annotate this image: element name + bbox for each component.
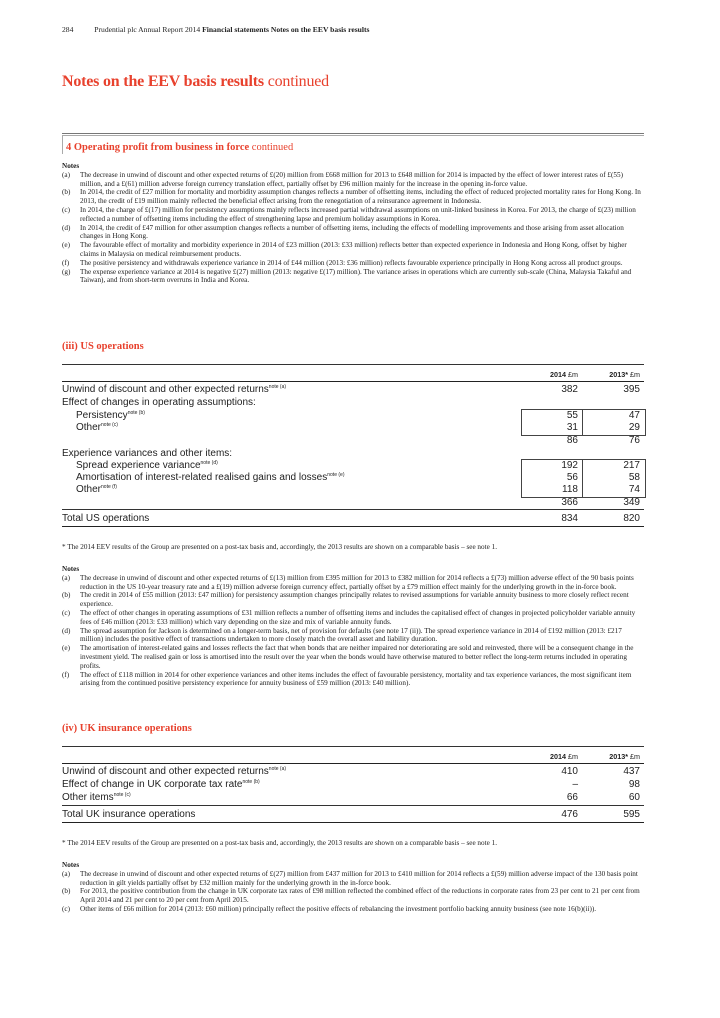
note-item: (f) The positive persistency and withdrawals experience variance in 2014 of £44 million (2013: £36 million) reflects favourable experience principally in Hong Kong across all product groups. <box>62 258 623 267</box>
note-item: (b) The credit in 2014 of £55 million (2013: £47 million) for persistency assumption changes principally relates to revised assumptions for variable annuity business to more closely reflect recent experience. <box>62 591 629 609</box>
col-header-2014: 2014 £m <box>550 370 578 379</box>
page-header <box>62 25 370 34</box>
col-header-2013: 2013* £m <box>609 370 640 379</box>
note-item: (d) In 2014, the credit of £47 million for other assumption changes reflects a number of offsetting items, including the effects of modelling improvements and those arising from asset allocation changes in Hong Kong. <box>62 223 624 241</box>
note-item: (a) The decrease in unwind of discount and other expected returns of £(20) million from £668 million for 2013 to £648 million for 2014 is impacted by the effect of lower interest rates of £(55) million, and a £(61) million adverse foreign currency translation effect, partially offset by £96 million mainly for the increase in the opening in-force value. <box>62 170 623 188</box>
uk-table <box>62 744 644 824</box>
table-row: Other$^{note (c)}$ 31 29 <box>76 422 640 433</box>
page-title <box>62 73 329 91</box>
section-heading-suffix: continued <box>249 142 294 153</box>
report-name: Prudential plc Annual Report 2014 <box>94 25 201 34</box>
section-heading <box>66 142 293 153</box>
page-number: 284 <box>62 25 74 34</box>
page-title-main: Notes on the EEV basis results <box>62 73 264 90</box>
table-rule <box>62 526 644 527</box>
note-item: (g) The expense experience variance at 2014 is negative £(27) million (2013: negative £(17) million). The variance arises in operations which are currently sub-scale (China, Malaysia Takaful and Taiwan), and from short-term overruns in India and Korea. <box>62 267 632 285</box>
note-item: (c) The effect of other changes in operating assumptions of £31 million reflects a number of offsetting items and includes the capitalised effect of changes in projected policyholder variable annuity fees of £46 million (2013: £33 million) which vary depending on the size and mix of variable annuity funds. <box>62 608 636 626</box>
table-row: Spread experience variance$^{note (d)}$ 192 217 <box>76 460 640 471</box>
table-rule <box>62 805 644 806</box>
us-notes: Notes (a) The decrease in unwind of discount and other expected returns of £(13) million from £395 million for 2013 to £382 million for 2014 reflects a £(73) million adverse effect of the 90 basis points reduction in the US 10-year treasury rate and a £(19) million adverse foreign currency effect, partially offset by a £79 million effect mainly for the underlying growth in the in-force book. (b) The credit in 2014 of £55 million (2013: £47 million) for persistency assumption changes principally relates to revised assumptions for variable annuity business to more closely reflect recent experience. (c) The effect of other changes in operating assumptions of £31 million reflects a number of offsetting items and includes the capitalised effect of changes in projected policyholder variable annuity fees of £46 million (2013: £33 million) which vary depending on the size and mix of variable annuity funds. (d) The spread assumption for Jackson is determined on a longer-term basis, net of provision for defaults (see note 17 (ii)). The spread experience variance in 2014 of £192 million (2013: £217 million) includes the positive effect of transactions undertaken to more closely match the overall asset and liability duration. (e) The amortisation of interest-related gains and losses reflects the fact that when bonds that are neither impaired nor deteriorating are sold and reinvested, there will be a consequent change in the investment yield. The realised gain or loss is amortised into the result over the year when the bonds would have otherwise matured to better reflect the long-term returns included in operating profits. (f) The effect of £118 million in 2014 for other experience variances and other items includes the effect of favourable persistency, mortality and tax experience variances, the most significant item arising from the continued positive persistency experience for annuity business of £59 million (2013: £40 million). <box>62 565 644 688</box>
table-rule <box>62 763 644 764</box>
note-item: (e) The amortisation of interest-related gains and losses reflects the fact that when bonds that are neither impaired nor deteriorating are sold and reinvested, there will be a consequent change in the investment yield. The realised gain or loss is amortised into the result over the year when the bonds would have otherwise matured to better reflect the long-term returns included in operating profits. <box>62 644 634 670</box>
note-item: (a) The decrease in unwind of discount and other expected returns of £(27) million from £437 million for 2013 to £410 million for 2014 reflects a £(59) million adverse impact of the 130 basis point reduction in gilt yields partially offset by £32 million mainly for the underlying growth in the in-force book. <box>62 869 638 887</box>
uk-heading: (iv) UK insurance operations <box>62 723 192 734</box>
table-rule <box>62 509 644 510</box>
note-item: (b) For 2013, the positive contribution from the change in UK corporate tax rates of £98 million reflected the combined effect of the reductions in corporate rates from 23 per cent to 21 per cent from April 2014 and 21 per cent to 20 per cent from April 2015. <box>62 887 640 905</box>
notes-heading: Notes <box>62 162 80 170</box>
table-row: 366 349 <box>561 497 640 508</box>
table-row: Experience variances and other items: <box>62 448 233 459</box>
col-header-2014: 2014 £m <box>550 752 578 761</box>
us-footnote: * The 2014 EEV results of the Group are presented on a post-tax basis and, accordingly, the 2013 results are shown on a comparable basis – see note 1. <box>62 543 497 551</box>
note-item: (c) In 2014, the charge of £(17) million for persistency assumptions mainly reflects increased partial withdrawal assumptions on unit-linked business in Korea. For 2013, the charge of £(23) million reflected a number of offsetting items including the effect of strengthening lapse and premium holiday assumptions in Korea. <box>62 205 636 223</box>
table-row: Effect of change in UK corporate tax rate$^{note (b)}$ – 98 <box>62 779 640 790</box>
table-row: Unwind of discount and other expected returns$^{note (a)}$ 410 437 <box>62 766 640 777</box>
note-item: (a) The decrease in unwind of discount and other expected returns of £(13) million from £395 million for 2013 to £382 million for 2014 reflects a £(73) million adverse effect of the 90 basis points reduction in the US 10-year treasury rate and a £(19) million adverse foreign currency effect, partially offset by a £79 million effect mainly for the underlying growth in the in-force book. <box>62 573 634 591</box>
section-heading-main: 4 Operating profit from business in force <box>66 142 250 153</box>
table-row: Other$^{note (f)}$ 118 74 <box>76 484 640 495</box>
table-rule <box>62 746 644 747</box>
uk-notes: Notes (a) The decrease in unwind of discount and other expected returns of £(27) million from £437 million for 2013 to £410 million for 2014 reflects a £(59) million adverse impact of the 130 basis point reduction in gilt yields partially offset by £32 million mainly for the underlying growth in the in-force book. (b) For 2013, the positive contribution from the change in UK corporate tax rates of £98 million reflected the combined effect of the reductions in corporate rates from 23 per cent to 21 per cent from April 2014 and 21 per cent to 20 per cent from April 2015. (c) Other items of £66 million for 2014 (2013: £60 million) principally reflect the positive effects of rebalancing the investment portfolio backing annuity business (see note 16(b)(ii)). <box>62 861 644 914</box>
table-row: Unwind of discount and other expected returns$^{note (a)}$ 382 395 <box>62 384 640 395</box>
table-rule <box>62 822 644 823</box>
table-row: Persistency$^{note (b)}$ 55 47 <box>76 410 640 421</box>
note-item: (d) The spread assumption for Jackson is determined on a longer-term basis, net of provision for defaults (see note 17 (ii)). The spread experience variance in 2014 of £192 million (2013: £217 million) includes the positive effect of transactions undertaken to more closely match the overall asset and liability duration. <box>62 626 622 644</box>
note-item: (c) Other items of £66 million for 2014 (2013: £60 million) principally reflect the positive effects of rebalancing the investment portfolio backing annuity business (see note 16(b)(ii)). <box>62 904 597 913</box>
note-item: (f) The effect of £118 million in 2014 for other experience variances and other items includes the effect of favourable persistency, mortality and tax experience variances, the most significant item arising from the continued positive persistency experience for annuity business of £59 million (2013: £40 million). <box>62 670 632 688</box>
table-rule <box>62 364 644 365</box>
divider <box>62 133 644 134</box>
note-item: (e) The favourable effect of mortality and morbidity experience in 2014 of £23 million (2013: £33 million) reflects better than expected experience in Indonesia and Hong Kong, offset by higher claims in Malaysia on medical reimbursement products. <box>62 241 627 258</box>
page-title-suffix: continued <box>263 73 329 90</box>
table-row: Amortisation of interest-related realised gains and losses$^{note (e)}$ 56 58 <box>76 472 640 483</box>
table-row: 86 76 <box>566 435 640 446</box>
us-heading: (iii) US operations <box>62 341 144 352</box>
table-rule <box>62 381 644 382</box>
section-name: Financial statements Notes on the EEV basis results <box>202 25 370 34</box>
col-header-2013: 2013* £m <box>609 752 640 761</box>
asia-notes <box>62 162 644 285</box>
note-item: (b) In 2014, the credit of £27 million for mortality and morbidity assumption changes reflects a number of offsetting items, including the effect of reduced projected mortality rates for Hong Kong. In 2013, the credit of £19 million mainly reflected the beneficial effect arising from the renegotiation of a reinsurance agreement in Indonesia. <box>62 188 641 206</box>
table-row-total: Total UK insurance operations 476 595 <box>62 809 640 820</box>
uk-footnote: * The 2014 EEV results of the Group are presented on a post-tax basis and, accordingly, the 2013 results are shown on a comparable basis – see note 1. <box>62 839 497 847</box>
us-table <box>62 362 644 532</box>
table-row: Effect of changes in operating assumptions: <box>62 397 256 408</box>
table-row: Other items$^{note (c)}$ 66 60 <box>62 792 640 803</box>
table-row-total: Total US operations 834 820 <box>62 513 640 524</box>
